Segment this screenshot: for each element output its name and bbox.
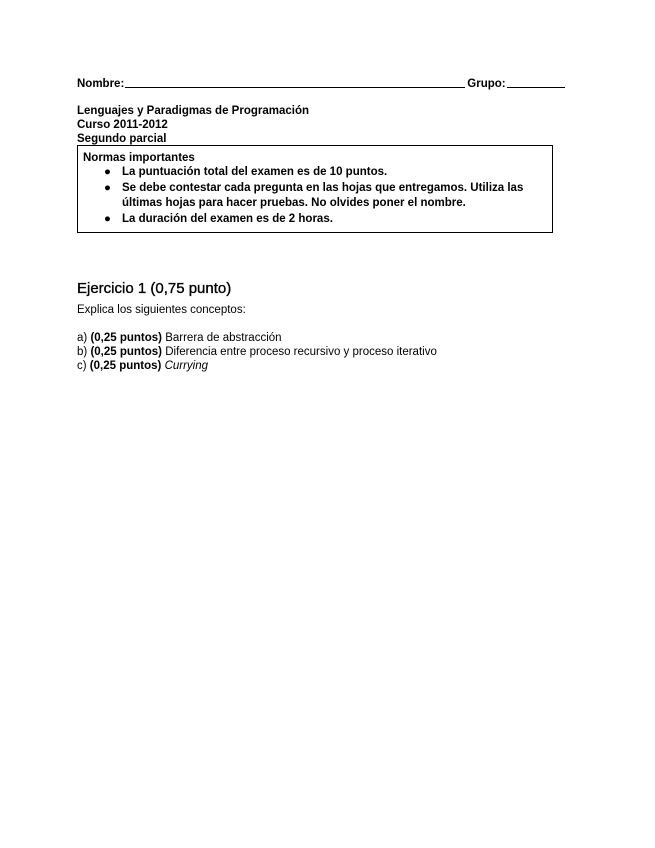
question-points: (0,25 puntos)	[90, 346, 162, 358]
course-year: Curso 2011-2012	[77, 119, 168, 131]
rule-item	[83, 212, 546, 228]
name-label: Nombre:	[77, 78, 125, 90]
question-item	[77, 359, 437, 373]
rule-text: La puntuación total del examen es de 10 puntos.	[122, 166, 388, 178]
rule-text: Se debe contestar cada pregunta en las hojas que entregamos. Utiliza las últimas hojas para hacer pruebas. No olvides poner el nombre.	[122, 181, 524, 209]
question-text: Currying	[164, 360, 209, 372]
rule-item	[83, 181, 546, 212]
question-list	[77, 331, 437, 373]
question-item	[77, 331, 437, 345]
exercise-title: Ejercicio 1 (0,75 punto)	[77, 280, 232, 297]
question-item	[77, 345, 437, 359]
group-label: Grupo:	[467, 78, 506, 90]
name-fill-line	[125, 76, 465, 88]
question-text: Barrera de abstracción	[165, 332, 282, 344]
bullet-icon: ●	[104, 212, 111, 225]
rules-title: Normas importantes	[83, 152, 195, 164]
important-rules-box	[77, 145, 553, 233]
exam-name: Segundo parcial	[77, 133, 167, 145]
question-letter: c)	[77, 360, 87, 372]
question-points: (0,25 puntos)	[90, 332, 162, 344]
bullet-icon: ●	[104, 181, 111, 194]
rule-text: La duración del examen es de 2 horas.	[122, 212, 333, 225]
rule-item	[83, 165, 546, 181]
question-points: (0,25 puntos)	[89, 360, 162, 372]
exam-meta	[77, 104, 309, 146]
rules-list	[83, 165, 546, 227]
question-letter: a)	[77, 332, 88, 344]
group-fill-line	[507, 76, 565, 88]
student-header	[77, 76, 569, 90]
subject-title: Lenguajes y Paradigmas de Programación	[77, 105, 309, 117]
exercise-intro: Explica los siguientes conceptos:	[77, 304, 246, 316]
question-text: Diferencia entre proceso recursivo y proceso iterativo	[165, 346, 437, 358]
question-letter: b)	[77, 346, 88, 358]
bullet-icon: ●	[104, 166, 111, 178]
